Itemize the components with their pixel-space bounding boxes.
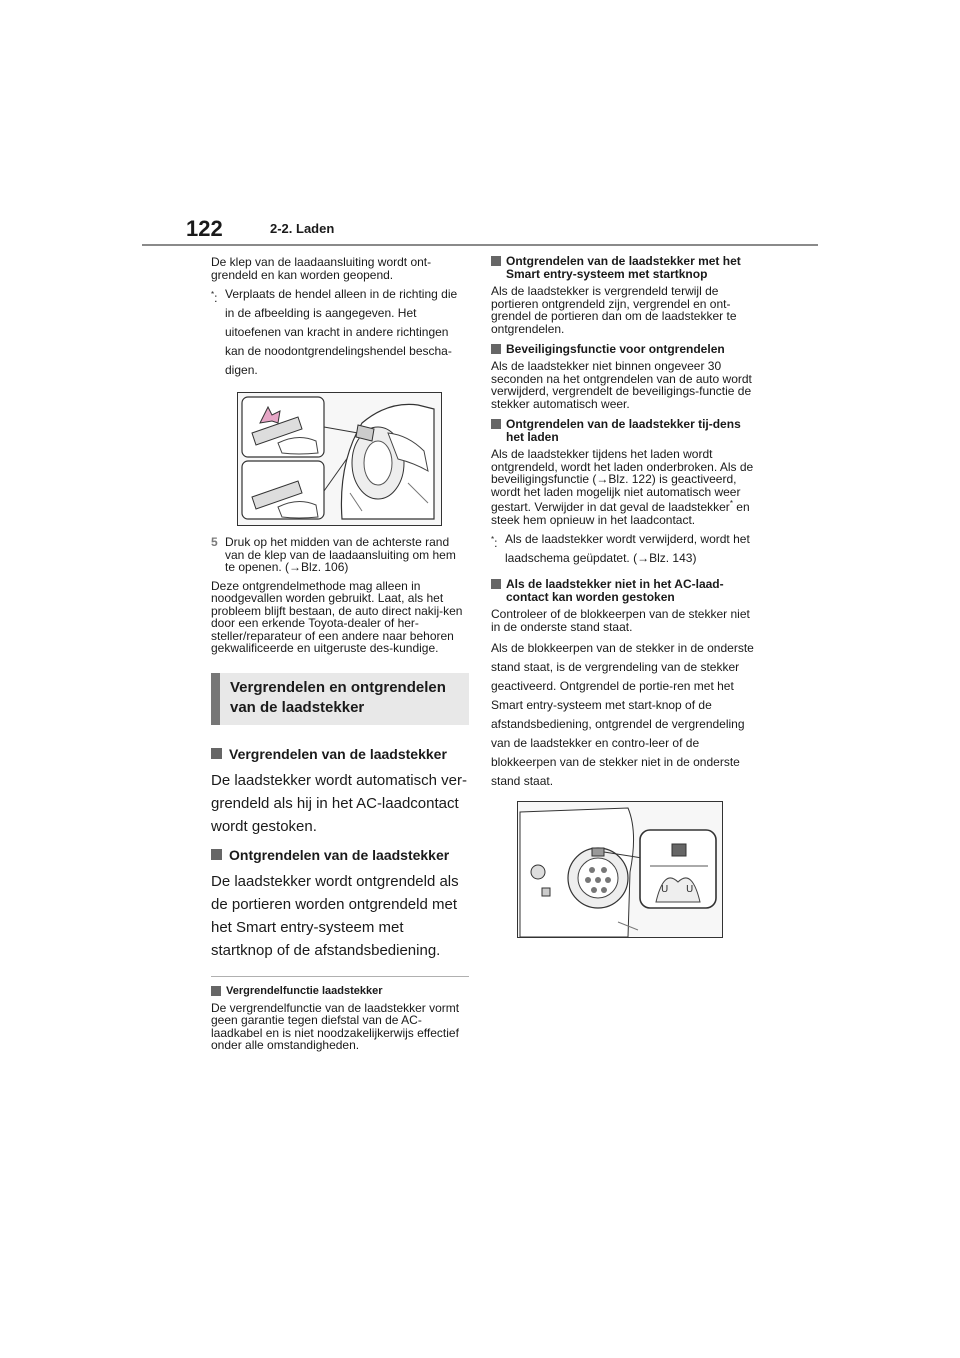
unlock-heading: Ontgrendelen van de laadstekker bbox=[211, 846, 469, 864]
smart-heading: Ontgrendelen van de laadstekker met het Smart entry-systeem met startknop bbox=[491, 255, 761, 281]
step-5 bbox=[211, 536, 469, 574]
svg-text:U: U bbox=[661, 884, 669, 895]
left-column bbox=[211, 256, 469, 1060]
lock-heading: Vergrendelen van de laadstekker bbox=[211, 745, 469, 763]
square-bullet-icon bbox=[211, 849, 222, 860]
footnote-mark: *: bbox=[211, 290, 218, 305]
charging-port-figure bbox=[517, 801, 723, 938]
footnote-mark: *: bbox=[491, 535, 498, 550]
section-header: 2-2. Laden bbox=[270, 221, 335, 236]
square-bullet-icon bbox=[211, 986, 221, 996]
square-bullet-icon bbox=[491, 579, 501, 589]
cannot-text-1: Controleer of de blokkeerpen van de stekker niet in de onderste stand staat. bbox=[491, 607, 750, 634]
charging-port-illustration bbox=[518, 802, 722, 937]
section-banner bbox=[211, 673, 469, 725]
footnote-schedule bbox=[491, 530, 761, 568]
footnote-text: Verplaats de hendel alleen in de richting die in de afbeelding is aangegeven. Het uitoefenen van kracht in andere richtingen kan de noodontgrendelingshendel bescha-digen. bbox=[225, 287, 458, 377]
lockfunc-text: De vergrendelfunctie van de laadstekker vormt geen garantie tegen diefstal van de AC-laadkabel en is niet noodzakelijkerwijs effectief onder alle omstandigheden. bbox=[211, 1000, 460, 1052]
banner-title-line2: van de laadstekker bbox=[230, 698, 365, 716]
emergency-release-illustration bbox=[238, 393, 441, 525]
security-heading: Beveiligingsfunctie voor ontgrendelen bbox=[491, 343, 761, 356]
lock-text: De laadstekker wordt automatisch ver-grendeld als hij in het AC-laadcontact wordt gestoken. bbox=[211, 771, 467, 835]
during-text: Als de laadstekker tijdens het laden wordt ontgrendeld, wordt het laden onderbroken. Als de beveiligingsfunctie (→Blz. 122) is geactiveerd, wordt het laden mogelijk niet automatisch weer gestart. Verwijder in dat geval de laadstekker* en steek hem opnieuw in het laadcontact. bbox=[491, 447, 754, 527]
lockfunc-heading: Vergrendelfunctie laadstekker bbox=[211, 985, 469, 998]
right-column bbox=[491, 255, 761, 938]
footnote-text: Als de laadstekker wordt verwijderd, wordt het laadschema geüpdatet. (→Blz. 143) bbox=[505, 532, 750, 565]
intro-text: De klep van de laadaansluiting wordt ont-grendeld en kan worden geopend. bbox=[211, 255, 432, 282]
step-number: 5 bbox=[211, 535, 218, 549]
square-bullet-icon bbox=[491, 344, 501, 354]
cannot-text-2: Als de blokkeerpen van de stekker in de onderste stand staat, is de vergrendeling van de stekker geactiveerd. Ontgrendel de portie-ren met het Smart entry-systeem met start-knop of de afstandsbediening, ontgrendel de vergrendeling van de laadstekker en contro-leer of de blokkeerpen van de stekker niet in de onderste stand staat. bbox=[491, 641, 754, 788]
header-rule bbox=[142, 244, 818, 246]
emergency-release-figure bbox=[237, 392, 442, 526]
svg-text:U: U bbox=[686, 884, 694, 895]
page-number: 122 bbox=[186, 216, 223, 241]
warning-text: Deze ontgrendelmethode mag alleen in noodgevallen worden gebruikt. Laat, als het probleem blijft bestaan, de auto direct nakij-ken door een erkende Toyota-dealer of her-steller/reparateur of een andere naar behoren gekwalificeerde en uitgeruste des-kundige. bbox=[211, 578, 463, 655]
square-bullet-icon bbox=[211, 748, 222, 759]
smart-text: Als de laadstekker is vergrendeld terwijl de portieren ontgrendeld zijn, vergrendel en ont-grendel de portieren dan om de laadstekker te ontgrendelen. bbox=[491, 284, 737, 336]
security-text: Als de laadstekker niet binnen ongeveer 30 seconden na het ontgrendelen van de auto wordt verwijderd, vergrendelt de beveiligings-functie de stekker automatisch weer. bbox=[491, 359, 752, 411]
unlock-text: De laadstekker wordt ontgrendeld als de portieren worden ontgrendeld met het Smart entry-systeem met startknop of de afstandsbediening. bbox=[211, 872, 459, 959]
banner-title-line1: Vergrendelen en ontgrendelen bbox=[230, 678, 446, 696]
divider bbox=[211, 976, 469, 977]
cannot-heading: Als de laadstekker niet in het AC-laad-contact kan worden gestoken bbox=[491, 578, 761, 604]
square-bullet-icon bbox=[491, 419, 501, 429]
footnote-lever bbox=[211, 285, 469, 380]
square-bullet-icon bbox=[491, 256, 501, 266]
during-heading: Ontgrendelen van de laadstekker tij-dens het laden bbox=[491, 418, 761, 444]
step-text: Druk op het midden van de achterste rand van de klep van de laadaansluiting om hem te openen. (→Blz. 106) bbox=[225, 535, 456, 574]
